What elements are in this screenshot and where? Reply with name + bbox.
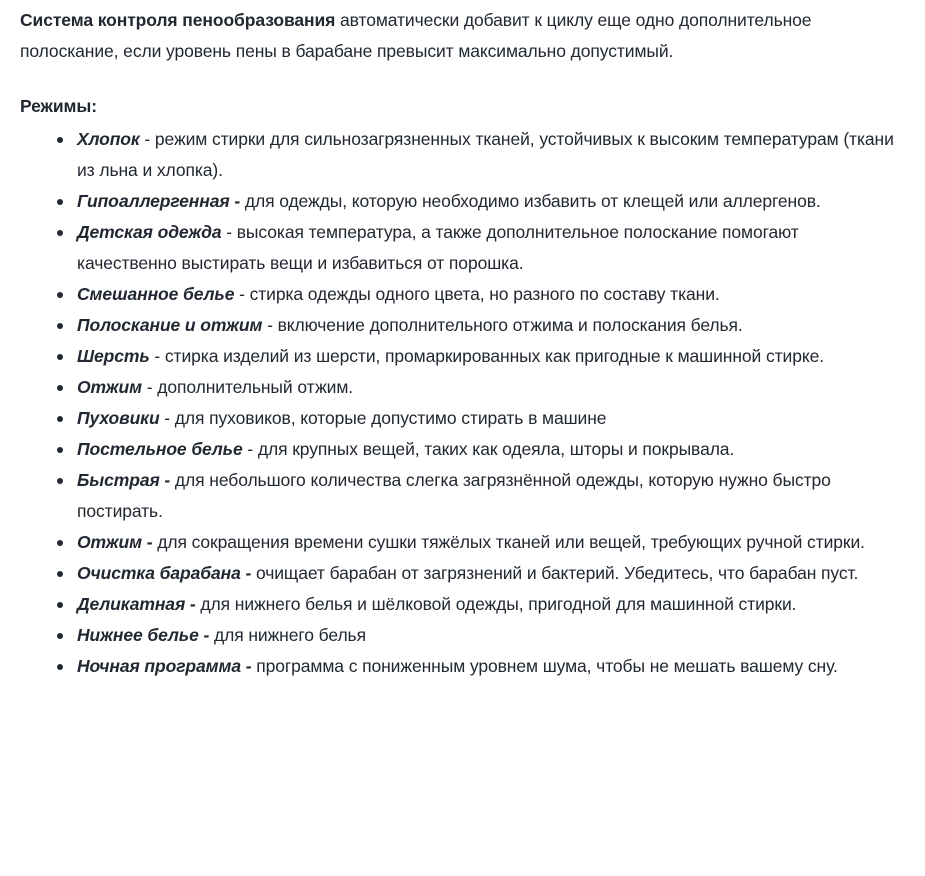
mode-term: Шерсть: [77, 346, 150, 366]
bullet-icon: [57, 292, 63, 298]
mode-term: Постельное белье: [77, 439, 243, 459]
bullet-icon: [57, 416, 63, 422]
mode-term: Деликатная -: [77, 594, 196, 614]
mode-description: - высокая температура, а также дополнительное полоскание помогают качественно выстирать вещи и избавиться от порошка.: [77, 222, 799, 273]
mode-description: - режим стирки для сильнозагрязненных тканей, устойчивых к высоким температурам (ткани из льна и хлопка).: [77, 129, 894, 180]
bullet-icon: [57, 571, 63, 577]
mode-list-item: [77, 558, 900, 589]
mode-list-item: [77, 124, 900, 186]
mode-term: Отжим: [77, 377, 142, 397]
intro-rest-text: автоматически добавит к циклу еще одно дополнительное полоскание, если уровень пены в барабане превысит максимально допустимый.: [20, 10, 812, 61]
bullet-icon: [57, 540, 63, 546]
bullet-icon: [57, 199, 63, 205]
bullet-icon: [57, 354, 63, 360]
mode-term: Отжим -: [77, 532, 153, 552]
mode-term: Полоскание и отжим: [77, 315, 263, 335]
bullet-icon: [57, 385, 63, 391]
bullet-icon: [57, 447, 63, 453]
mode-term: Смешанное белье: [77, 284, 235, 304]
mode-list-item: [77, 434, 900, 465]
mode-description: - дополнительный отжим.: [141, 377, 354, 397]
mode-list-item: [77, 589, 900, 620]
bullet-icon: [57, 323, 63, 329]
mode-term: Нижнее белье -: [77, 625, 210, 645]
mode-list-item: [77, 279, 900, 310]
mode-description: очищает барабан от загрязнений и бактерий. Убедитесь, что барабан пуст.: [251, 563, 859, 583]
bullet-icon: [57, 602, 63, 608]
mode-term: Очистка барабана -: [77, 563, 252, 583]
bullet-icon: [57, 137, 63, 143]
modes-list: [20, 124, 900, 682]
mode-list-item: [77, 186, 900, 217]
mode-list-item: [77, 620, 900, 651]
mode-term: Ночная программа -: [77, 656, 252, 676]
mode-list-item: [77, 372, 900, 403]
intro-bold-lead: Система контроля пенообразования: [20, 10, 336, 30]
mode-term: Пуховики: [77, 408, 160, 428]
mode-term: Быстрая -: [77, 470, 171, 490]
mode-term: Хлопок: [77, 129, 140, 149]
mode-description: программа с пониженным уровнем шума, чтобы не мешать вашему сну.: [251, 656, 838, 676]
mode-list-item: [77, 341, 900, 372]
mode-list-item: [77, 465, 900, 527]
mode-description: для небольшого количества слегка загрязнённой одежды, которую нужно быстро постирать.: [77, 470, 831, 521]
mode-description: для нижнего белья и шёлковой одежды, пригодной для машинной стирки.: [195, 594, 797, 614]
mode-description: - стирка изделий из шерсти, промаркированных как пригодные к машинной стирке.: [149, 346, 825, 366]
mode-term: Детская одежда: [77, 222, 222, 242]
bullet-icon: [57, 230, 63, 236]
mode-description: - для пуховиков, которые допустимо стирать в машине: [159, 408, 607, 428]
mode-description: - для крупных вещей, таких как одеяла, шторы и покрывала.: [242, 439, 735, 459]
mode-term: Гипоаллергенная -: [77, 191, 241, 211]
bullet-icon: [57, 478, 63, 484]
mode-list-item: [77, 310, 900, 341]
mode-list-item: [77, 527, 900, 558]
bullet-icon: [57, 664, 63, 670]
mode-description: - включение дополнительного отжима и полоскания белья.: [262, 315, 743, 335]
modes-heading: Режимы:: [20, 96, 97, 116]
mode-description: для нижнего белья: [209, 625, 366, 645]
mode-description: для сокращения времени сушки тяжёлых тканей или вещей, требующих ручной стирки.: [152, 532, 865, 552]
bullet-icon: [57, 633, 63, 639]
mode-list-item: [77, 217, 900, 279]
intro-paragraph: [20, 5, 900, 67]
mode-list-item: [77, 651, 900, 682]
mode-description: для одежды, которую необходимо избавить от клещей или аллергенов.: [240, 191, 821, 211]
mode-list-item: [77, 403, 900, 434]
mode-description: - стирка одежды одного цвета, но разного по составу ткани.: [234, 284, 720, 304]
